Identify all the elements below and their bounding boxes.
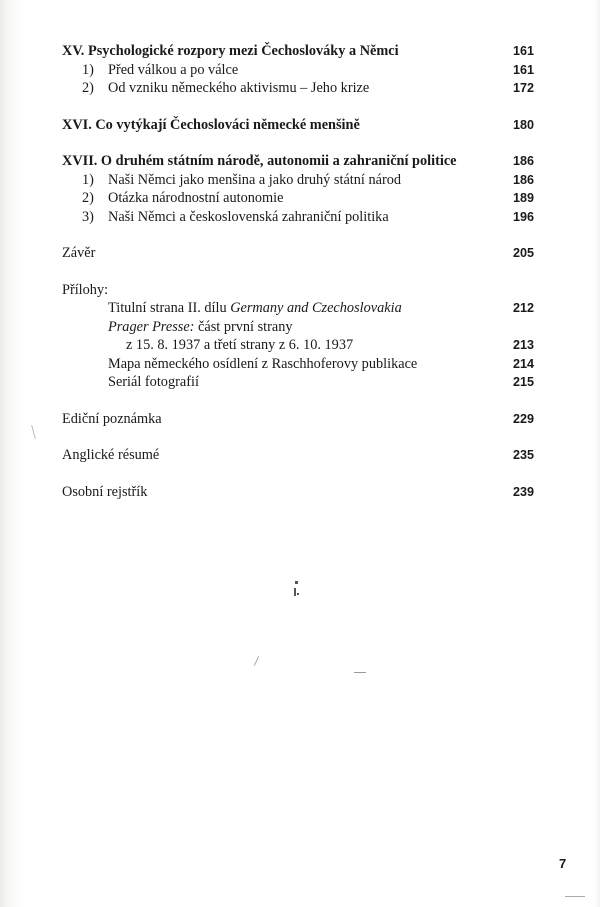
page-number: 205 <box>512 246 534 260</box>
spacer <box>62 226 534 244</box>
scan-speck <box>254 656 259 665</box>
subentry-title: Před válkou a po válce <box>108 61 239 78</box>
subentry-number: 3) <box>82 208 94 225</box>
appendices-title: Přílohy: <box>62 281 109 298</box>
toc-entry-zaver[interactable] <box>62 244 534 263</box>
toc-entry-chapter-xv[interactable] <box>62 42 534 61</box>
appendix-title-continuation: z 15. 8. 1937 a třetí strany z 6. 10. 1937 <box>126 337 354 353</box>
scan-speck <box>297 593 299 595</box>
subentry-number: 2) <box>82 190 94 206</box>
spacer <box>62 428 534 446</box>
subentry-number: 2) <box>82 80 94 96</box>
entry-title: Závěr <box>62 245 96 261</box>
toc-entry-anglicke-resume[interactable] <box>62 446 534 465</box>
toc-appendix-item-continuation[interactable] <box>62 336 534 355</box>
page-number: 213 <box>512 338 534 352</box>
toc-entry-osobni-rejstrik[interactable] <box>62 483 534 502</box>
subentry-title: Otázka národnostní autonomie <box>108 190 284 206</box>
subentry-number: 1) <box>82 171 94 188</box>
scan-speck <box>354 672 366 673</box>
page-number: 172 <box>512 81 534 95</box>
appendix-title: Mapa německého osídlení z Raschhoferovy publikace <box>108 355 418 372</box>
page-number: 196 <box>512 209 534 224</box>
page-folio: 7 <box>559 856 567 871</box>
spacer <box>62 263 534 281</box>
toc-appendix-item[interactable] <box>62 355 534 374</box>
toc-subentry[interactable] <box>62 61 534 80</box>
subentry-title: Naši Němci jako menšina a jako druhý státní národ <box>108 171 402 188</box>
spacer <box>62 98 534 116</box>
toc-entry-chapter-xvii[interactable] <box>62 152 534 171</box>
entry-title: Anglické résumé <box>62 447 160 463</box>
page-number: 215 <box>512 375 534 389</box>
page-number: 214 <box>512 356 534 371</box>
toc-subentry[interactable] <box>62 189 534 208</box>
appendix-title: Prager Presse: část první strany <box>108 318 293 335</box>
scan-speck <box>294 588 296 596</box>
page-edge-shadow <box>594 0 600 907</box>
page-number: 161 <box>512 44 534 58</box>
chapter-title: XVII. O druhém státním národě, autonomii a zahraniční politice <box>62 153 457 169</box>
page-number: 161 <box>512 62 534 77</box>
toc-subentry[interactable] <box>62 208 534 227</box>
subentry-title: Od vzniku německého aktivismu – Jeho krize <box>108 80 370 96</box>
page-number: 239 <box>512 484 534 499</box>
page-number: 229 <box>512 411 534 426</box>
appendix-title: Seriál fotografií <box>108 374 199 390</box>
page-number: 186 <box>512 154 534 168</box>
chapter-title: XV. Psychologické rozpory mezi Čechoslováky a Němci <box>62 43 399 59</box>
toc-subentry[interactable] <box>62 79 534 98</box>
chapter-title: XVI. Co vytýkají Čechoslováci německé menšině <box>62 116 360 133</box>
scan-speck <box>295 581 298 584</box>
table-of-contents <box>62 42 534 501</box>
subentry-number: 1) <box>82 61 94 78</box>
spacer <box>62 392 534 410</box>
toc-appendix-item[interactable] <box>62 318 534 337</box>
page-number: 186 <box>512 172 534 187</box>
toc-subentry[interactable] <box>62 171 534 190</box>
page-number: 212 <box>512 301 534 315</box>
toc-entry-chapter-xvi[interactable] <box>62 116 534 135</box>
scan-speck <box>31 425 36 439</box>
appendices-heading <box>62 281 534 300</box>
entry-title: Osobní rejstřík <box>62 483 148 500</box>
spacer <box>62 465 534 483</box>
spacer <box>62 134 534 152</box>
page-number: 189 <box>512 191 534 205</box>
toc-appendix-item[interactable] <box>62 373 534 392</box>
toc-entry-edicni-poznamka[interactable] <box>62 410 534 429</box>
scan-speck <box>565 896 585 897</box>
appendix-title: Titulní strana II. dílu Germany and Czechoslovakia <box>108 300 402 316</box>
toc-appendix-item[interactable] <box>62 299 534 318</box>
entry-title: Ediční poznámka <box>62 410 162 427</box>
subentry-title: Naši Němci a československá zahraniční politika <box>108 208 389 225</box>
page-number: 235 <box>512 448 534 462</box>
page-number: 180 <box>512 117 534 132</box>
